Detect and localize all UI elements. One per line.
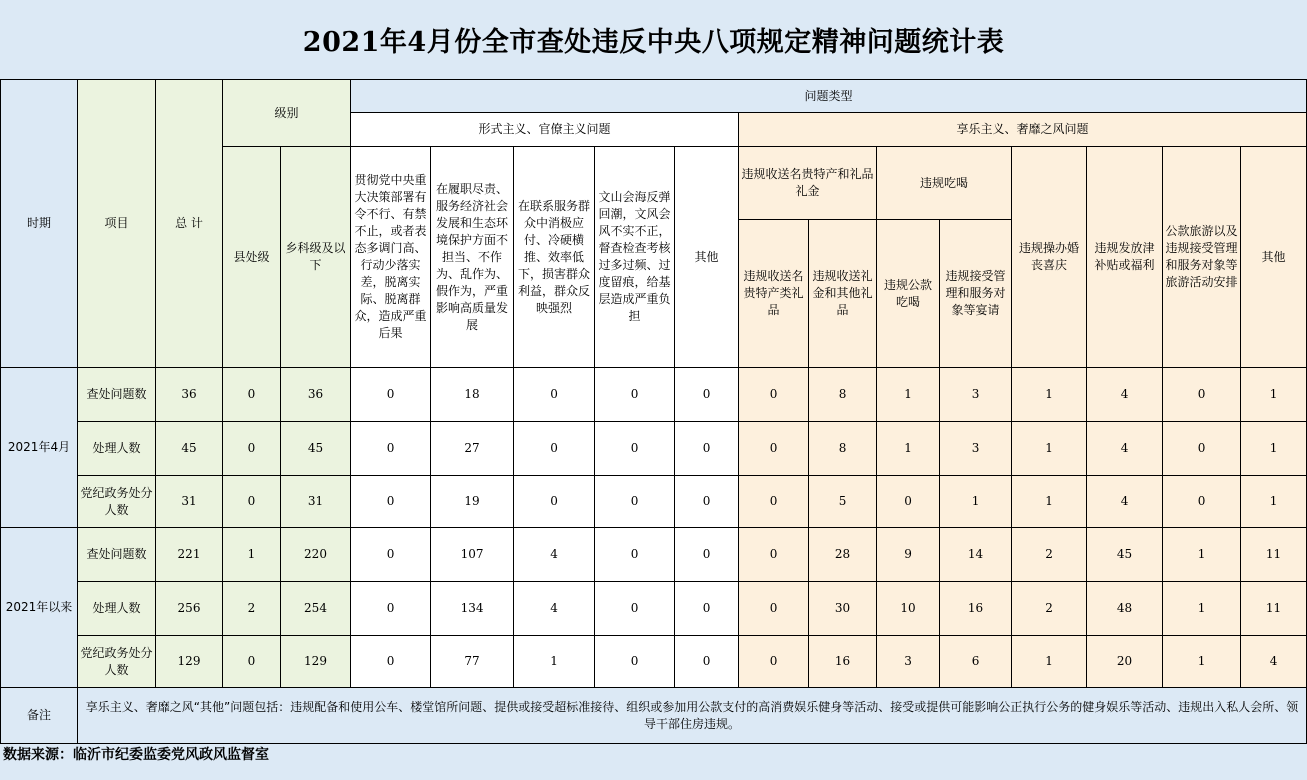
value-cell: 27 [431, 422, 514, 476]
value-cell: 1 [1163, 636, 1241, 688]
value-cell: 1 [1012, 476, 1087, 528]
value-cell: 0 [223, 422, 281, 476]
value-cell: 0 [351, 368, 431, 422]
value-cell: 0 [739, 368, 809, 422]
value-cell: 0 [223, 368, 281, 422]
statistics-table [0, 79, 1307, 744]
header-hedonism-other: 其他 [1241, 147, 1307, 368]
value-cell: 5 [809, 476, 877, 528]
notes-text: 享乐主义、奢靡之风“其他”问题包括：违规配备和使用公车、楼堂馆所问题、提供或接受超标准接待、组织或参加用公款支付的高消费娱乐健身等活动、接受或提供可能影响公正执行公务的健身娱乐等活动、违规出入私人会所、领导干部住房违规。 [78, 688, 1307, 744]
value-cell: 1 [1241, 368, 1307, 422]
value-cell: 4 [1087, 422, 1163, 476]
header-gift: 违规收送名贵特产和礼品礼金 [739, 147, 877, 220]
value-cell: 36 [156, 368, 223, 422]
period-cell: 2021年以来 [1, 528, 78, 688]
value-cell: 0 [595, 528, 675, 582]
value-cell: 1 [514, 636, 595, 688]
header-formalism-1: 贯彻党中央重大决策部署有令不行、有禁不止，或者表态多调门高、行动少落实差，脱离实际、脱离群众，造成严重后果 [351, 147, 431, 368]
item-cell: 查处问题数 [78, 528, 156, 582]
value-cell: 8 [809, 422, 877, 476]
period-cell: 2021年4月 [1, 368, 78, 528]
value-cell: 0 [739, 476, 809, 528]
header-gift-money: 违规收送礼金和其他礼品 [809, 220, 877, 368]
value-cell: 4 [1241, 636, 1307, 688]
value-cell: 0 [351, 582, 431, 636]
value-cell: 77 [431, 636, 514, 688]
value-cell: 31 [156, 476, 223, 528]
value-cell: 220 [281, 528, 351, 582]
value-cell: 0 [351, 636, 431, 688]
value-cell: 31 [281, 476, 351, 528]
table-row [1, 528, 1307, 582]
value-cell: 8 [809, 368, 877, 422]
header-dining: 违规吃喝 [877, 147, 1012, 220]
notes-label: 备注 [1, 688, 78, 744]
header-gift-specialty: 违规收送名贵特产类礼品 [739, 220, 809, 368]
value-cell: 0 [675, 422, 739, 476]
header-hedonism: 享乐主义、奢靡之风问题 [739, 113, 1307, 147]
value-cell: 0 [351, 422, 431, 476]
table-row [1, 476, 1307, 528]
table-row [1, 368, 1307, 422]
value-cell: 9 [877, 528, 940, 582]
item-cell: 查处问题数 [78, 368, 156, 422]
value-cell: 3 [940, 422, 1012, 476]
value-cell: 0 [223, 476, 281, 528]
header-travel: 公款旅游以及违规接受管理和服务对象等旅游活动安排 [1163, 147, 1241, 368]
header-level: 级别 [223, 80, 351, 147]
value-cell: 36 [281, 368, 351, 422]
value-cell: 19 [431, 476, 514, 528]
value-cell: 0 [739, 636, 809, 688]
value-cell: 129 [281, 636, 351, 688]
value-cell: 1 [940, 476, 1012, 528]
value-cell: 3 [877, 636, 940, 688]
value-cell: 45 [156, 422, 223, 476]
value-cell: 1 [1163, 582, 1241, 636]
value-cell: 1 [1012, 422, 1087, 476]
header-formalism-2: 在履职尽责、服务经济社会发展和生态环境保护方面不担当、不作为、乱作为、假作为，严重影响高质量发展 [431, 147, 514, 368]
value-cell: 0 [1163, 368, 1241, 422]
header-county-level: 县处级 [223, 147, 281, 368]
value-cell: 0 [675, 476, 739, 528]
value-cell: 0 [514, 422, 595, 476]
value-cell: 1 [1163, 528, 1241, 582]
value-cell: 1 [223, 528, 281, 582]
item-cell: 党纪政务处分人数 [78, 636, 156, 688]
header-total: 总 计 [156, 80, 223, 368]
value-cell: 0 [739, 422, 809, 476]
value-cell: 0 [595, 636, 675, 688]
value-cell: 14 [940, 528, 1012, 582]
item-cell: 处理人数 [78, 582, 156, 636]
value-cell: 1 [877, 368, 940, 422]
value-cell: 129 [156, 636, 223, 688]
value-cell: 3 [940, 368, 1012, 422]
item-cell: 处理人数 [78, 422, 156, 476]
value-cell: 221 [156, 528, 223, 582]
header-item: 项目 [78, 80, 156, 368]
header-formalism: 形式主义、官僚主义问题 [351, 113, 739, 147]
table-title: 2021年4月份全市查处违反中央八项规定精神问题统计表 [0, 0, 1307, 80]
header-dining-banquet: 违规接受管理和服务对象等宴请 [940, 220, 1012, 368]
value-cell: 6 [940, 636, 1012, 688]
value-cell: 45 [281, 422, 351, 476]
value-cell: 0 [351, 528, 431, 582]
value-cell: 0 [675, 368, 739, 422]
value-cell: 20 [1087, 636, 1163, 688]
value-cell: 30 [809, 582, 877, 636]
item-cell: 党纪政务处分人数 [78, 476, 156, 528]
value-cell: 0 [877, 476, 940, 528]
value-cell: 0 [595, 582, 675, 636]
table-row [1, 636, 1307, 688]
value-cell: 107 [431, 528, 514, 582]
value-cell: 10 [877, 582, 940, 636]
value-cell: 0 [514, 368, 595, 422]
data-rows [1, 368, 1307, 688]
header-formalism-other: 其他 [675, 147, 739, 368]
value-cell: 0 [595, 476, 675, 528]
value-cell: 2 [223, 582, 281, 636]
value-cell: 0 [595, 422, 675, 476]
value-cell: 0 [223, 636, 281, 688]
value-cell: 254 [281, 582, 351, 636]
value-cell: 4 [1087, 368, 1163, 422]
value-cell: 0 [514, 476, 595, 528]
value-cell: 18 [431, 368, 514, 422]
header-problem-type: 问题类型 [351, 80, 1307, 113]
value-cell: 4 [514, 528, 595, 582]
value-cell: 48 [1087, 582, 1163, 636]
value-cell: 0 [1163, 422, 1241, 476]
value-cell: 4 [1087, 476, 1163, 528]
value-cell: 11 [1241, 582, 1307, 636]
value-cell: 1 [1012, 636, 1087, 688]
header-formalism-4: 文山会海反弹回潮，文风会风不实不正，督查检查考核过多过频、过度留痕，给基层造成严重负担 [595, 147, 675, 368]
value-cell: 4 [514, 582, 595, 636]
header-subsidy: 违规发放津补贴或福利 [1087, 147, 1163, 368]
header-formalism-3: 在联系服务群众中消极应付、冷硬横推、效率低下，损害群众利益，群众反映强烈 [514, 147, 595, 368]
header-dining-public: 违规公款吃喝 [877, 220, 940, 368]
header-township-level: 乡科级及以下 [281, 147, 351, 368]
table-row [1, 582, 1307, 636]
table-row [1, 422, 1307, 476]
value-cell: 0 [351, 476, 431, 528]
value-cell: 134 [431, 582, 514, 636]
value-cell: 0 [739, 582, 809, 636]
value-cell: 0 [675, 636, 739, 688]
value-cell: 16 [809, 636, 877, 688]
value-cell: 2 [1012, 582, 1087, 636]
value-cell: 256 [156, 582, 223, 636]
value-cell: 0 [739, 528, 809, 582]
value-cell: 0 [675, 528, 739, 582]
value-cell: 1 [877, 422, 940, 476]
value-cell: 0 [595, 368, 675, 422]
value-cell: 1 [1012, 368, 1087, 422]
value-cell: 45 [1087, 528, 1163, 582]
value-cell: 11 [1241, 528, 1307, 582]
header-period: 时期 [1, 80, 78, 368]
data-source: 数据来源：临沂市纪委监委党风政风监督室 [3, 747, 269, 763]
value-cell: 16 [940, 582, 1012, 636]
header-wedding: 违规操办婚丧喜庆 [1012, 147, 1087, 368]
value-cell: 28 [809, 528, 877, 582]
value-cell: 1 [1241, 476, 1307, 528]
value-cell: 2 [1012, 528, 1087, 582]
value-cell: 0 [675, 582, 739, 636]
value-cell: 0 [1163, 476, 1241, 528]
value-cell: 1 [1241, 422, 1307, 476]
